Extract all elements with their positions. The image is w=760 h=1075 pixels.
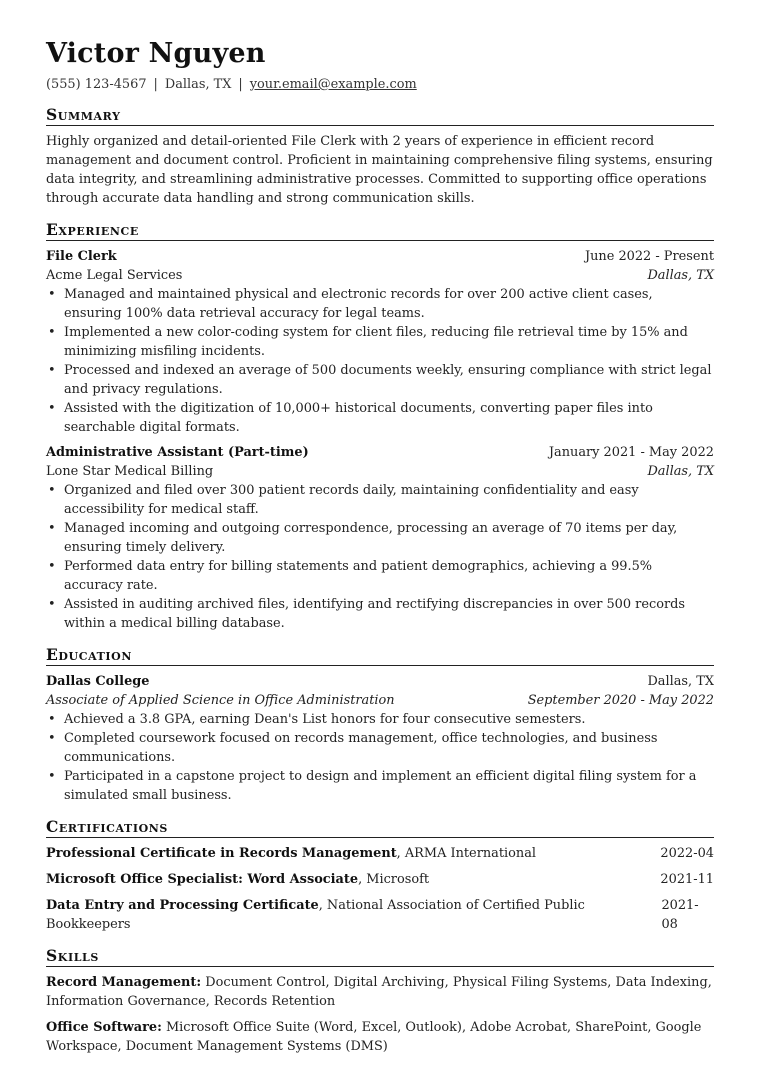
resume-page [46, 38, 714, 1063]
bullet-item: • Performed data entry for billing statements and patient demographics, achieving a 99.5% accuracy rate. [46, 557, 714, 595]
job-title: File Clerk [46, 249, 117, 264]
contact-line [46, 76, 714, 93]
job-location: Dallas, TX [647, 464, 714, 479]
skill-item [46, 1018, 714, 1056]
job-entry [46, 443, 714, 633]
certifications-section [46, 817, 714, 934]
bullet-item: • Managed incoming and outgoing correspondence, processing an average of 70 items per day, ensuring timely delivery. [46, 519, 714, 557]
bullet-item: • Completed coursework focused on records management, office technologies, and business communications. [46, 729, 714, 767]
separator: | [153, 77, 158, 92]
education-bullets [46, 710, 714, 805]
job-dates: January 2021 - May 2022 [548, 445, 714, 460]
certification-item [46, 844, 714, 863]
summary-section [46, 105, 714, 208]
school-name: Dallas College [46, 674, 150, 689]
degree-name: Associate of Applied Science in Office Administration [46, 693, 395, 708]
skill-label: Office Software: [46, 1020, 162, 1035]
skills-section [46, 946, 714, 1056]
skill-value: Microsoft Office Suite (Word, Excel, Outlook), Adobe Acrobat, SharePoint, Google Workspace, Document Management Systems (DMS) [46, 1020, 702, 1054]
bullet-item: • Implemented a new color-coding system for client files, reducing file retrieval time by 15% and minimizing misfiling incidents. [46, 323, 714, 361]
job-dates: June 2022 - Present [584, 249, 714, 264]
section-title-certifications: Certifications [46, 817, 714, 838]
bullet-item: • Participated in a capstone project to design and implement an efficient digital filing system for a simulated small business. [46, 767, 714, 805]
skill-value: Document Control, Digital Archiving, Physical Filing Systems, Data Indexing, Information Governance, Records Retention [46, 975, 712, 1009]
certification-date: 2021-11 [660, 872, 714, 887]
education-section [46, 645, 714, 805]
certification-issuer: , Microsoft [358, 872, 430, 887]
bullet-item: • Assisted in auditing archived files, identifying and rectifying discrepancies in over 500 records within a medical billing database. [46, 595, 714, 633]
section-title-skills: Skills [46, 946, 714, 967]
certification-item [46, 870, 714, 889]
job-bullets [46, 285, 714, 437]
separator: | [238, 77, 243, 92]
bullet-item: • Managed and maintained physical and electronic records for over 200 active client cases, ensuring 100% data retrieval accuracy for legal teams. [46, 285, 714, 323]
bullet-item: • Processed and indexed an average of 500 documents weekly, ensuring compliance with strict legal and privacy regulations. [46, 361, 714, 399]
job-bullets [46, 481, 714, 633]
job-location: Dallas, TX [647, 268, 714, 283]
location: Dallas, TX [164, 77, 232, 92]
email-link[interactable]: your.email@example.com [249, 77, 417, 92]
bullet-item: • Achieved a 3.8 GPA, earning Dean's List honors for four consecutive semesters. [46, 710, 714, 729]
company-name: Lone Star Medical Billing [46, 464, 214, 479]
job-title: Administrative Assistant (Part-time) [46, 445, 309, 460]
skill-item [46, 973, 714, 1011]
job-entry [46, 247, 714, 437]
phone-number: (555) 123-4567 [46, 77, 147, 92]
section-title-summary: Summary [46, 105, 714, 126]
experience-section [46, 220, 714, 633]
bullet-item: • Assisted with the digitization of 10,000+ historical documents, converting paper files into searchable digital formats. [46, 399, 714, 437]
certification-date: 2021-08 [661, 898, 699, 932]
certification-name: Data Entry and Processing Certificate [46, 898, 319, 913]
certification-issuer: , National Association of Certified Public Bookkeepers [46, 898, 585, 932]
school-location: Dallas, TX [647, 674, 714, 689]
certification-item [46, 896, 714, 934]
certification-name: Professional Certificate in Records Management [46, 846, 397, 861]
section-title-experience: Experience [46, 220, 714, 241]
candidate-name: Victor Nguyen [46, 38, 266, 69]
section-title-education: Education [46, 645, 714, 666]
certification-issuer: , ARMA International [396, 846, 537, 861]
certification-name: Microsoft Office Specialist: Word Associate [46, 872, 359, 887]
summary-text: Highly organized and detail-oriented File Clerk with 2 years of experience in efficient record management and document control. Proficient in maintaining comprehensive filing systems, ensuring data integrity, and streamlining administrative processes. Committed to supporting office operations through accurate data handling and strong communication skills. [46, 134, 713, 206]
company-name: Acme Legal Services [46, 268, 183, 283]
education-dates: September 2020 - May 2022 [527, 693, 714, 708]
bullet-item: • Organized and filed over 300 patient records daily, maintaining confidentiality and easy accessibility for medical staff. [46, 481, 714, 519]
certification-date: 2022-04 [660, 846, 714, 861]
skill-label: Record Management: [46, 975, 202, 990]
